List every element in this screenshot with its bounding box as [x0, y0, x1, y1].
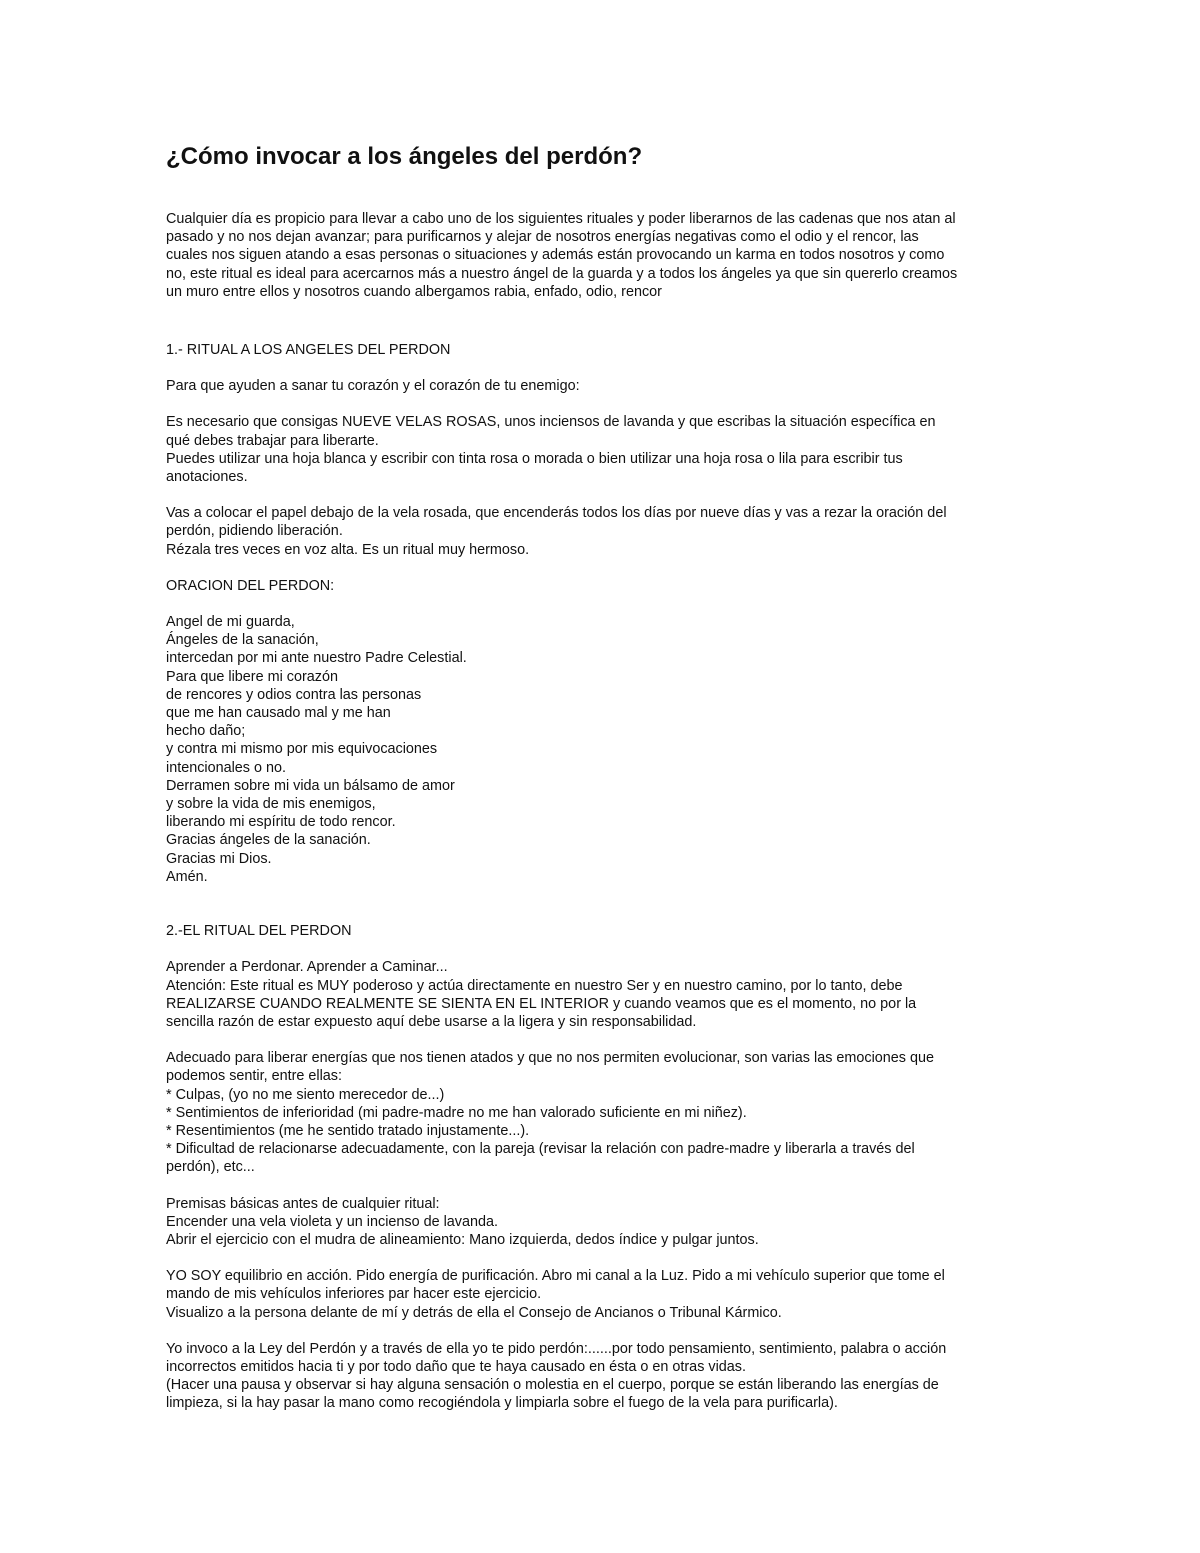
document-page	[166, 140, 1036, 1413]
section2-paragraph-5: Yo invoco a la Ley del Perdón y a través de ella yo te pido perdón:......por todo pensamiento, sentimiento, palabra o acción incorrectos emitidos hacia ti y por todo daño que te haya causado en ésta o en otras vidas. (Hacer una pausa y observar si hay alguna sensación o molestia en el cuerpo, porque se están liberando las energías de limpieza, si la hay pasar la mano como recogiéndola y limpiarla sobre el fuego de la vela para purificarla).	[166, 1340, 947, 1412]
section2-paragraph-4: YO SOY equilibrio en acción. Pido energía de purificación. Abro mi canal a la Luz. Pido a mi vehículo superior que tome el mando de mis vehículos inferiores par hacer este ejercicio. Visualizo a la persona delante de mí y detrás de ella el Consejo de Ancianos o Tribunal Kármico.	[166, 1268, 945, 1321]
section2-paragraph-1: Aprender a Perdonar. Aprender a Caminar... Atención: Este ritual es MUY poderoso y actúa directamente en nuestro Ser y en nuestro camino, por lo tanto, debe REALIZARSE CUANDO REALMENTE SE SIENTA EN EL INTERIOR y cuando veamos que es el momento, no por la sencilla razón de estar expuesto aquí debe usarse a la ligera y sin responsabilidad.	[166, 959, 917, 1030]
intro-paragraph: Cualquier día es propicio para llevar a cabo uno de los siguientes rituales y poder liberarnos de las cadenas que nos atan al pasado y no nos dejan avanzar; para purificarnos y alejar de nosotros energías negativas como el odio y el rencor, las cuales nos siguen atando a esas personas o situaciones y además están provocando un karma en todos nosotros y como no, este ritual es ideal para acercarnos más a nuestro ángel de la guarda y a todos los ángeles ya que sin quererlo creamos un muro entre ellos y nosotros cuando albergamos rabia, enfado, odio, rencor	[166, 211, 958, 300]
section2-heading: 2.-EL RITUAL DEL PERDON	[166, 923, 352, 940]
section1-paragraph-1: Para que ayuden a sanar tu corazón y el corazón de tu enemigo:	[166, 378, 580, 395]
section2-paragraph-2: Adecuado para liberar energías que nos tienen atados y que no nos permiten evolucionar, son varias las emociones que podemos sentir, entre ellas: * Culpas, (yo no me siento merecedor de...) * Sentimientos de inferioridad (mi padre-madre no me han valorado suficiente en mi niñez). * Resentimientos (me he sentido tratado injustamente...). * Dificultad de relacionarse adecuadamente, con la pareja (revisar la relación con padre-madre y liberarla a través del perdón), etc...	[166, 1050, 934, 1176]
section1-paragraph-3: Vas a colocar el papel debajo de la vela rosada, que encenderás todos los días por nueve días y vas a rezar la oración del perdón, pidiendo liberación. Rézala tres veces en voz alta. Es un ritual muy hermoso.	[166, 505, 947, 558]
section1-heading: 1.- RITUAL A LOS ANGELES DEL PERDON	[166, 342, 451, 359]
section2-paragraph-3: Premisas básicas antes de cualquier ritual: Encender una vela violeta y un incienso de lavanda. Abrir el ejercicio con el mudra de alineamiento: Mano izquierda, dedos índice y pulgar juntos.	[166, 1195, 759, 1248]
prayer-title: ORACION DEL PERDON:	[166, 577, 335, 594]
section1-paragraph-2: Es necesario que consigas NUEVE VELAS ROSAS, unos inciensos de lavanda y que escribas la situación específica en qué debes trabajar para liberarte. Puedes utilizar una hoja blanca y escribir con tinta rosa o morada o bien utilizar una hoja rosa o lila para escribir tus anotaciones.	[166, 414, 936, 486]
prayer-text: Angel de mi guarda, Ángeles de la sanación, intercedan por mi ante nuestro Padre Celestial. Para que libere mi corazón de rencores y odios contra las personas que me han causado mal y me han hecho daño; y contra mi mismo por mis equivocaciones intencionales o no. Derramen sobre mi vida un bálsamo de amor y sobre la vida de mis enemigos, liberando mi espíritu de todo rencor. Gracias ángeles de la sanación. Gracias mi Dios. Amén.	[166, 614, 467, 885]
document-title: ¿Cómo invocar a los ángeles del perdón?	[166, 143, 643, 170]
